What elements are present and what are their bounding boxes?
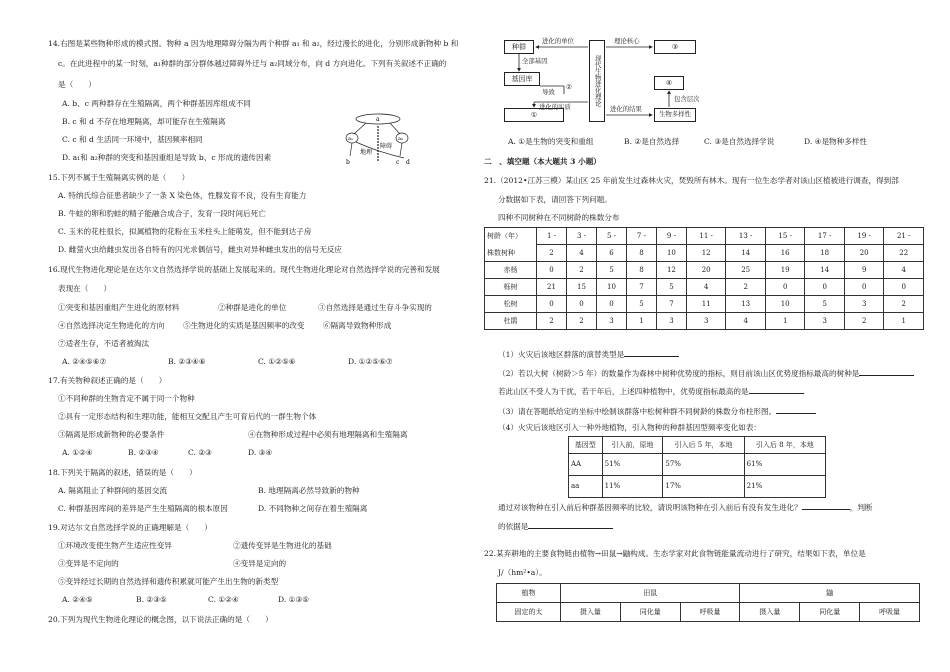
q22-stem-2: J/（hm²•a）。 bbox=[498, 568, 547, 577]
age-top-cell: 21 - bbox=[884, 228, 924, 245]
count-cell: 5 bbox=[626, 296, 656, 313]
q18-option-c: C. 种群基因库间的差异是产生生殖隔离的根本原因 bbox=[58, 504, 228, 513]
energy-header-weasel: 鼬 bbox=[740, 584, 920, 603]
count-cell: 0 bbox=[537, 296, 567, 313]
genotype-header-cell: 引入前，原地 bbox=[602, 437, 663, 454]
age-top-cell: 15 - bbox=[765, 228, 805, 245]
table-row bbox=[497, 584, 920, 603]
genotype-cell: aa bbox=[569, 476, 603, 498]
q21-table-title: 四种不同树种在不同树龄的株数分布 bbox=[498, 213, 620, 222]
q16-item-6: ⑥隔离导致物种形成 bbox=[323, 321, 392, 330]
count-cell: 25 bbox=[726, 262, 766, 279]
count-cell: 2 bbox=[726, 279, 766, 296]
energy-table bbox=[496, 583, 920, 622]
q16-option-c: C. ①②⑤⑥ bbox=[258, 357, 296, 366]
q21-stem-1: 21.（2012•江苏三模）某山区 25 年前发生过森林火灾，焚毁所有林木。现有一位生态学者对该山区植被进行调查，得到部 bbox=[484, 176, 899, 185]
age-top-cell: 9 - bbox=[656, 228, 686, 245]
q16-option-a: A. ②④⑤⑥⑦ bbox=[62, 357, 107, 366]
age-bottom-cell: 2 bbox=[537, 245, 567, 262]
q18-option-a: A. 隔离阻止了种群间的基因交流 bbox=[58, 486, 168, 495]
count-cell: 3 bbox=[805, 313, 845, 330]
energy-header-mouse: 田鼠 bbox=[561, 584, 740, 603]
q16-item-3: ③自然选择是通过生存斗争实现的 bbox=[318, 303, 432, 312]
q19-item-3: ③变异是不定向的 bbox=[58, 559, 119, 568]
species-name-cell: 杜鹃 bbox=[485, 313, 537, 330]
diagram-label-a2: a₂ bbox=[398, 136, 403, 142]
concept-label-allgenes: 全部基因 bbox=[522, 57, 548, 65]
q21-sub-4: （4）火灾后该地区引入一种外地植物，引入物种的种群基因型频率变化如表： bbox=[498, 423, 762, 432]
energy-col-cell: 呼吸量 bbox=[860, 603, 920, 622]
tree-age-table bbox=[484, 227, 924, 330]
count-cell: 2 bbox=[537, 313, 567, 330]
q19-stem: 19.对达尔文自然选择学说的正确理解是（ ） bbox=[48, 523, 212, 532]
count-cell: 12 bbox=[656, 262, 686, 279]
species-name-cell: 栎树 bbox=[485, 279, 537, 296]
count-cell: 4 bbox=[686, 279, 726, 296]
count-cell: 0 bbox=[805, 279, 845, 296]
q19-option-a: A. ②④⑤ bbox=[62, 595, 93, 604]
diagram-label-a1: a₁ bbox=[348, 136, 353, 142]
q20-option-b: B. ②是自然选择 bbox=[624, 137, 680, 146]
answer-blank[interactable] bbox=[802, 502, 850, 510]
age-bottom-cell: 6 bbox=[596, 245, 626, 262]
count-cell: 14 bbox=[805, 262, 845, 279]
table-row bbox=[569, 454, 826, 476]
concept-label-core: 理论核心 bbox=[614, 37, 640, 45]
diagram-label-barrier: 障碍 bbox=[380, 143, 393, 150]
q14-stem-2: c。在此进程中的某一时刻，a₁种群的部分群体越过障碍外迁与 a₂同域分布，向 d 方向进化。下列有关叙述不正确的 bbox=[58, 59, 447, 68]
count-cell: 2 bbox=[566, 262, 596, 279]
count-cell: 0 bbox=[884, 279, 924, 296]
age-top-cell: 5 - bbox=[596, 228, 626, 245]
age-bottom-cell: 18 bbox=[805, 245, 845, 262]
q21-sub-5c-text: 的依据是 bbox=[498, 522, 529, 531]
q21-sub-2b-text: 若此山区不受人为干扰，若干年后，上述四种植物中，优势度指标最高的是 bbox=[498, 387, 749, 396]
q19-item-1: ①环境改变使生物产生适应性变异 bbox=[58, 541, 172, 550]
q21-sub-1-text: （1）火灾后该地区群落的演替类型是 bbox=[498, 350, 625, 359]
count-cell: 0 bbox=[765, 279, 805, 296]
diagram-label-b: b bbox=[346, 159, 350, 166]
q19-item-4: ④变异是定向的 bbox=[233, 559, 287, 568]
count-cell: 20 bbox=[686, 262, 726, 279]
species-name-cell: 赤杨 bbox=[485, 262, 537, 279]
header-label-species: 株数树种 bbox=[487, 248, 515, 257]
q18-option-b: B. 地理隔离必然导致新的物种 bbox=[258, 486, 360, 495]
count-cell: 15 bbox=[566, 279, 596, 296]
q14-stem-1: 14.右图是某些物种形成的模式图。物种 a 因为地理障碍分隔为两个种群 a₁ 和 a₂，经过漫长的进化，分别形成新物种 b 和 bbox=[48, 39, 459, 48]
q17-stem: 17.有关物种叙述正确的是（ ） bbox=[48, 376, 167, 385]
q16-item-1: ①突变和基因重组产生进化的原材料 bbox=[58, 303, 180, 312]
concept-box-theory: 现代生物进化理论 bbox=[589, 40, 605, 122]
count-cell: 5 bbox=[596, 262, 626, 279]
concept-box-4: ④ bbox=[654, 76, 684, 90]
count-cell: 3 bbox=[686, 313, 726, 330]
count-cell: 7 bbox=[626, 279, 656, 296]
age-top-cell: 11 - bbox=[686, 228, 726, 245]
concept-label-2: ② bbox=[566, 83, 572, 91]
q17-item-3: ③隔离是形成新物种的必要条件 bbox=[58, 430, 165, 439]
count-cell: 1 bbox=[765, 313, 805, 330]
energy-col-cell: 摄入量 bbox=[561, 603, 621, 622]
q21-sub-2a bbox=[498, 368, 914, 379]
age-bottom-cell: 8 bbox=[626, 245, 656, 262]
q21-stem-2: 分数据如下表，请回答下列问题。 bbox=[498, 195, 612, 204]
genotype-cell: AA bbox=[569, 454, 603, 476]
q21-sub-1 bbox=[498, 349, 679, 360]
q21-sub-5b-text: ，判断 bbox=[849, 503, 873, 512]
table-row bbox=[485, 262, 924, 279]
count-cell: 3 bbox=[656, 313, 686, 330]
energy-header-plant: 植物 bbox=[497, 584, 561, 603]
genotype-cell: 21% bbox=[744, 476, 825, 498]
genotype-table bbox=[568, 436, 826, 498]
q17-item-1: ①不同种群的生物肯定不属于同一个物种 bbox=[58, 394, 195, 403]
q22-stem-1: 22.某弃耕地的主要食物链由植物→田鼠→鼬构成。生态学家对此食物链能量流动进行了研究，结果如下表，单位是 bbox=[484, 549, 866, 558]
concept-box-diversity: 生物多样性 bbox=[654, 108, 696, 122]
age-bottom-cell: 20 bbox=[844, 245, 884, 262]
q14-option-a: A. b、c 两种群存在生殖隔离，两个种群基因库组成不同 bbox=[62, 99, 251, 108]
age-bottom-cell: 16 bbox=[765, 245, 805, 262]
q21-sub-2b bbox=[498, 386, 804, 397]
count-cell: 19 bbox=[765, 262, 805, 279]
age-bottom-cell: 14 bbox=[726, 245, 766, 262]
answer-blank[interactable] bbox=[776, 406, 816, 414]
table-row bbox=[485, 245, 924, 262]
q19-item-2: ②遗传变异是生物进化的基础 bbox=[233, 541, 332, 550]
age-top-cell: 1 - bbox=[537, 228, 567, 245]
genotype-cell: 17% bbox=[663, 476, 744, 498]
count-cell: 9 bbox=[844, 262, 884, 279]
q21-sub-3-text: （3）请在答题纸给定的坐标中绘制该群落中松树种群不同树龄的株数分布柱形图。 bbox=[498, 407, 777, 416]
concept-box-species: 种群 bbox=[504, 40, 534, 54]
count-cell: 0 bbox=[566, 296, 596, 313]
diagram-label-c: c bbox=[396, 159, 400, 166]
species-name-cell: 松树 bbox=[485, 296, 537, 313]
age-bottom-cell: 12 bbox=[686, 245, 726, 262]
energy-row-label: 固定的太 bbox=[497, 603, 561, 622]
table-row bbox=[497, 603, 920, 622]
genotype-header-cell: 引入后 5 年，本地 bbox=[663, 437, 744, 454]
q20-option-a: A. ①是生物的突变和重组 bbox=[508, 137, 594, 146]
age-bottom-cell: 22 bbox=[884, 245, 924, 262]
count-cell: 1 bbox=[626, 313, 656, 330]
q16-item-5: ⑤生物进化的实质是基因频率的改变 bbox=[183, 321, 305, 330]
diagram-label-barrier2: 地理 bbox=[360, 149, 373, 156]
q16-item-4: ④自然选择决定生物进化的方向 bbox=[58, 321, 165, 330]
age-top-cell: 3 - bbox=[566, 228, 596, 245]
q14-option-b: B. c 和 d 不存在地理隔离，却可能存在生殖隔离 bbox=[62, 117, 226, 126]
count-cell: 3 bbox=[596, 313, 626, 330]
table-row bbox=[485, 296, 924, 313]
q16-stem-1: 16.现代生物进化理论是在达尔文自然选择学说的基础上发展起来的。现代生物进化理论对自然选择学说的完善和发展 bbox=[48, 265, 440, 274]
diagram-label-a: a bbox=[376, 116, 380, 123]
diagram-label-d: d bbox=[406, 159, 410, 166]
count-cell: 8 bbox=[626, 262, 656, 279]
table-row bbox=[569, 437, 826, 454]
count-cell: 7 bbox=[656, 296, 686, 313]
q15-option-b: B. 牛蛙的卵和豹蛙的精子能融合成合子，发育一段时间后死亡 bbox=[58, 209, 266, 218]
age-top-cell: 13 - bbox=[726, 228, 766, 245]
q20-stem: 20.下列为现代生物进化理论的概念图，以下说法正确的是（ ） bbox=[48, 615, 273, 624]
q14-stem-3: 是（ ） bbox=[58, 80, 96, 89]
answer-blank[interactable] bbox=[624, 349, 679, 357]
answer-blank[interactable] bbox=[528, 521, 613, 529]
q17-option-b: B. ②③④ bbox=[128, 448, 159, 457]
genotype-header-cell: 引入后 8 年，本地 bbox=[744, 437, 825, 454]
count-cell: 3 bbox=[844, 296, 884, 313]
count-cell: 11 bbox=[686, 296, 726, 313]
energy-col-cell: 同化量 bbox=[800, 603, 860, 622]
age-bottom-cell: 4 bbox=[566, 245, 596, 262]
count-cell: 5 bbox=[656, 279, 686, 296]
concept-arrows bbox=[504, 36, 714, 126]
q15-stem: 15.下列不属于生殖隔离实例的是（ ） bbox=[48, 173, 190, 182]
age-bottom-cell: 10 bbox=[656, 245, 686, 262]
q19-option-b: B. ②③⑤ bbox=[136, 595, 167, 604]
q14-option-d: D. a₁和 a₂种群的突变和基因重组是导致 b、c 形成的遗传因素 bbox=[62, 153, 272, 162]
q17-item-4: ④在物种形成过程中必须有地理隔离和生殖隔离 bbox=[248, 430, 408, 439]
table-row bbox=[485, 313, 924, 330]
q15-option-c: C. 玉米的花柱很长，拟属植物的花粉在玉米柱头上能萌发，但不能到达子房 bbox=[58, 227, 312, 236]
concept-label-cause: 导致 bbox=[542, 88, 555, 96]
q18-stem: 18.下列关于隔离的叙述，错误的是（ ） bbox=[48, 468, 197, 477]
answer-blank[interactable] bbox=[859, 368, 914, 376]
concept-label-essence: 进化的实质 bbox=[539, 103, 571, 111]
genotype-cell: 11% bbox=[602, 476, 663, 498]
energy-col-cell: 呼吸量 bbox=[680, 603, 740, 622]
section-heading-fill-in: 二 、填空题（本大题共 3 小题） bbox=[484, 157, 601, 166]
q20-option-c: C. ③是自然选择学说 bbox=[704, 137, 775, 146]
concept-box-genepool: 基因库 bbox=[504, 72, 540, 86]
genotype-cell: 57% bbox=[663, 454, 744, 476]
q17-item-2: ②具有一定形态结构和生理功能，能相互交配且产生可育后代的一群生物个体 bbox=[58, 412, 317, 421]
speciation-diagram bbox=[338, 112, 418, 168]
q16-item-2: ②种群是进化的单位 bbox=[218, 303, 287, 312]
q21-sub-2a-text: （2）若以大树（树龄＞5 年）的数量作为森林中树种优势度的指标，则目前该山区优势度指标最高的树种是 bbox=[498, 369, 860, 378]
age-top-cell: 17 - bbox=[805, 228, 845, 245]
answer-blank[interactable] bbox=[749, 386, 804, 394]
concept-label-levels: 包含层次 bbox=[674, 95, 700, 103]
concept-box-1: ① bbox=[504, 108, 564, 122]
count-cell: 1 bbox=[884, 313, 924, 330]
q21-sub-5a-text: 通过对该物种在引入前后种群基因频率的比较，请说明该物种在引入前后有没有发生进化？ bbox=[498, 503, 802, 512]
count-cell: 21 bbox=[537, 279, 567, 296]
count-cell: 4 bbox=[884, 262, 924, 279]
count-cell: 2 bbox=[884, 296, 924, 313]
q15-option-a: A. 特纳氏综合征患者缺少了一条 X 染色体，性腺发育不良，没有生育能力 bbox=[58, 191, 307, 200]
q17-option-c: C. ②③ bbox=[188, 448, 212, 457]
table-row bbox=[485, 279, 924, 296]
q16-stem-2: 表现在（ ） bbox=[58, 284, 112, 293]
q16-option-d: D. ①②⑤⑥⑦ bbox=[348, 357, 393, 366]
q14-option-c: C. c 和 d 生活同一环境中，基因频率相同 bbox=[62, 135, 203, 144]
q19-option-d: D. ①③⑤ bbox=[278, 595, 310, 604]
q19-option-c: C. ①②④ bbox=[208, 595, 239, 604]
count-cell: 2 bbox=[844, 313, 884, 330]
count-cell: 10 bbox=[596, 279, 626, 296]
count-cell: 0 bbox=[596, 296, 626, 313]
q21-sub-5a bbox=[498, 502, 873, 513]
count-cell: 2 bbox=[566, 313, 596, 330]
q18-option-d: D. 不同物种之间存在着生殖隔离 bbox=[258, 504, 368, 513]
q16-option-b: B. ②③④⑥ bbox=[168, 357, 206, 366]
count-cell: 0 bbox=[537, 262, 567, 279]
q15-option-d: D. 雌萤火虫给雌虫发出各自特有的闪光求偶信号，雌虫对异种雌虫发出的信号无反应 bbox=[58, 245, 343, 254]
table-row bbox=[569, 476, 826, 498]
concept-label-result: 进化的结果 bbox=[610, 105, 642, 113]
genotype-cell: 61% bbox=[744, 454, 825, 476]
genotype-header-cell: 基因型 bbox=[569, 437, 603, 454]
q17-option-d: D. ③④ bbox=[248, 448, 273, 457]
q16-item-7: ⑦适者生存，不适者被淘汰 bbox=[58, 339, 150, 348]
count-cell: 4 bbox=[726, 313, 766, 330]
energy-col-cell: 同化量 bbox=[620, 603, 680, 622]
count-cell: 13 bbox=[726, 296, 766, 313]
concept-map bbox=[504, 36, 714, 126]
concept-box-3: ③ bbox=[654, 40, 696, 54]
count-cell: 0 bbox=[844, 279, 884, 296]
age-top-cell: 7 - bbox=[626, 228, 656, 245]
concept-label-unit: 进化的单位 bbox=[542, 37, 574, 45]
q20-option-d: D. ④是物种多样性 bbox=[804, 137, 868, 146]
q17-option-a: A. ①②④ bbox=[62, 448, 93, 457]
q21-sub-5c bbox=[498, 521, 613, 532]
energy-col-cell: 摄入量 bbox=[740, 603, 800, 622]
age-top-cell: 19 - bbox=[844, 228, 884, 245]
genotype-cell: 51% bbox=[602, 454, 663, 476]
header-label-age: 树龄（年） bbox=[487, 232, 522, 241]
count-cell: 5 bbox=[805, 296, 845, 313]
count-cell: 10 bbox=[765, 296, 805, 313]
table-row bbox=[485, 228, 924, 245]
q21-sub-3 bbox=[498, 406, 816, 417]
q19-item-5: ⑤变异经过长期的自然选择和遗传积累就可能产生出生物的新类型 bbox=[58, 577, 279, 586]
